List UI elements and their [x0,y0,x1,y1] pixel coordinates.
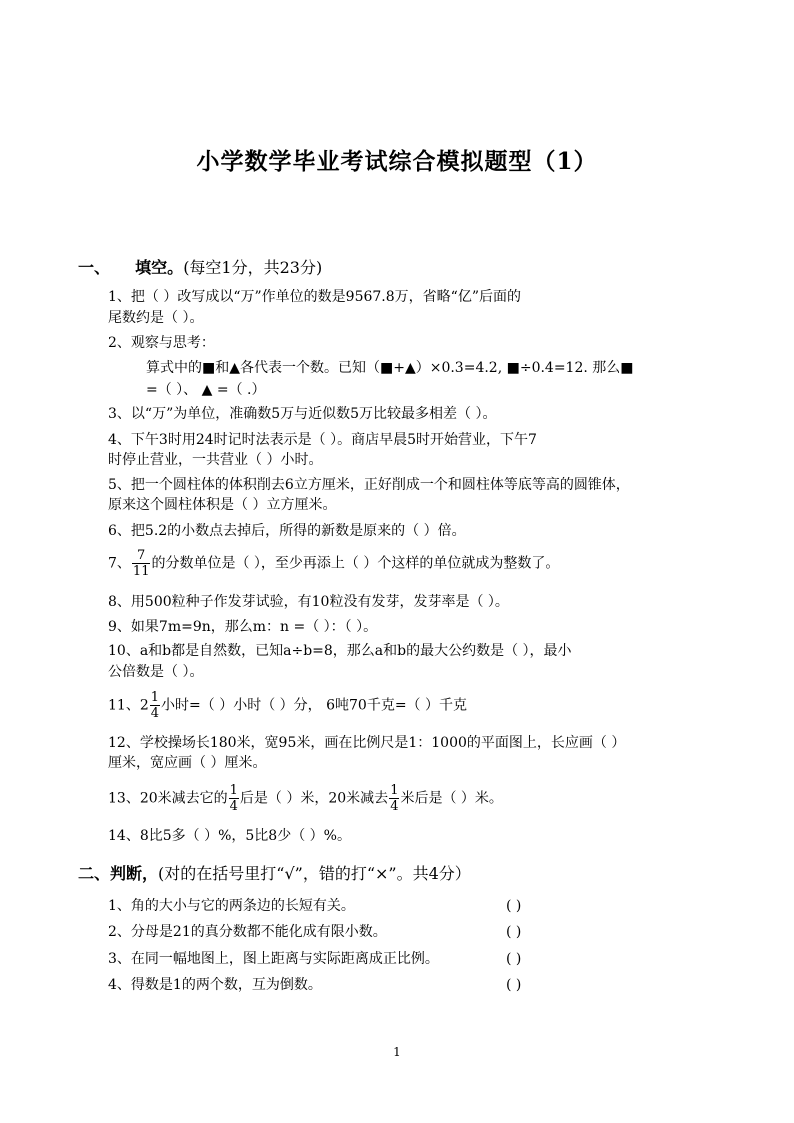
q5-line1: 5、把一个圆柱体的体积削去6立方厘米，正好削成一个和圆柱体等底等高的圆锥体， [108,477,630,493]
section-2-number: 二、 [78,864,111,883]
q14: 14、8比5多（ ）%，5比8少（ ）%。 [108,828,351,844]
q12-line2: 厘米，宽应画（ ）厘米。 [108,755,267,771]
q2-line3: =（ ）、 ▲ =（ .） [146,382,266,398]
q7-denominator: 11 [132,564,150,579]
q4-line2: 时停止营业，一共营业（ ）小时。 [108,452,323,468]
q11-prefix: 11、2 [108,697,149,714]
page-number: 1 [393,1045,401,1059]
q13-fraction-2 [389,783,399,814]
judge-1-text: 1、角的大小与它的两条边的长短有关。 [108,898,355,914]
q13-middle: 后是（ ）米，20米减去 [239,790,389,807]
judge-4-text: 4、得数是1的两个数，互为倒数。 [108,977,322,993]
q5-line2: 原来这个圆柱体积是（ ）立方厘米。 [108,497,337,513]
q13-denominator-1: 4 [229,799,238,814]
q13-denominator-2: 4 [390,799,399,814]
q2-line1: 2、观察与思考： [108,335,215,351]
section-1-title: 填空。 [135,258,184,277]
q7 [108,548,559,579]
q11 [108,690,467,721]
q13 [108,783,503,814]
q13-prefix: 13、20米减去它的 [108,790,228,807]
q13-numerator-2: 1 [390,783,399,798]
judge-3-bracket: ( ) [506,951,522,967]
q13-fraction-1 [229,783,239,814]
q2-line2: 算式中的■和▲各代表一个数。已知（■+▲）×0.3=4.2, ■÷0.4=12. 那么■ [146,360,634,376]
q7-fraction [132,548,151,579]
q7-prefix: 7、 [108,555,131,572]
q10-line1: 10、a和b都是自然数，已知a÷b=8，那么a和b的最大公约数是（ ），最小 [108,643,572,659]
q7-text: 的分数单位是（ ），至少再添上（ ）个这样的单位就成为整数了。 [151,555,560,572]
judge-2-bracket: ( ) [506,924,522,940]
q3: 3、以“万”为单位，准确数5万与近似数5万比较最多相差（ ）。 [108,406,497,422]
judge-1-bracket: ( ) [506,898,522,914]
q9: 9、如果7m=9n，那么m：n =（ ）：（ ）。 [108,619,378,635]
q11-text: 小时=（ ）小时（ ）分， 6吨70千克=（ ）千克 [161,697,467,714]
judge-2-text: 2、分母是21的真分数都不能化成有限小数。 [108,924,387,940]
judge-3-text: 3、在同一幅地图上，图上距离与实际距离成正比例。 [108,951,439,967]
q11-denominator: 4 [150,706,160,721]
judge-4-bracket: ( ) [506,977,522,993]
q11-numerator: 1 [150,690,160,705]
section-2-title: 判断， [110,864,159,883]
q7-numerator: 7 [132,548,151,564]
q13-text: 米后是（ ）米。 [400,790,503,807]
q4-line1: 4、下午3时用24时记时法表示是（ ）。商店早晨5时开始营业，下午7 [108,432,537,448]
q1-line2: 尾数约是（ ）。 [108,310,204,326]
section-1-note: (每空1分，共23分) [183,258,323,277]
section-1-number: 一、 [78,258,111,277]
q1-line1: 1、把（ ）改写成以“万”作单位的数是9567.8万，省略“亿”后面的 [108,289,521,305]
section-2-note: (对的在括号里打“√”，错的打“×”。共4分） [158,864,471,883]
q12-line1: 12、学校操场长180米，宽95米，画在比例尺是1：1000的平面图上，长应画（ ） [108,735,626,751]
q11-fraction [150,690,160,721]
q8: 8、用500粒种子作发芽试验，有10粒没有发芽，发芽率是（ ）。 [108,594,509,610]
section-2-heading [78,861,471,884]
q13-numerator-1: 1 [229,783,238,798]
q6: 6、把5.2的小数点去掉后，所得的新数是原来的（ ）倍。 [108,523,466,539]
section-1-heading [78,255,322,278]
q10-line2: 公倍数是（ ）。 [108,664,204,680]
page-title: 小学数学毕业考试综合模拟题型（1） [196,148,598,175]
